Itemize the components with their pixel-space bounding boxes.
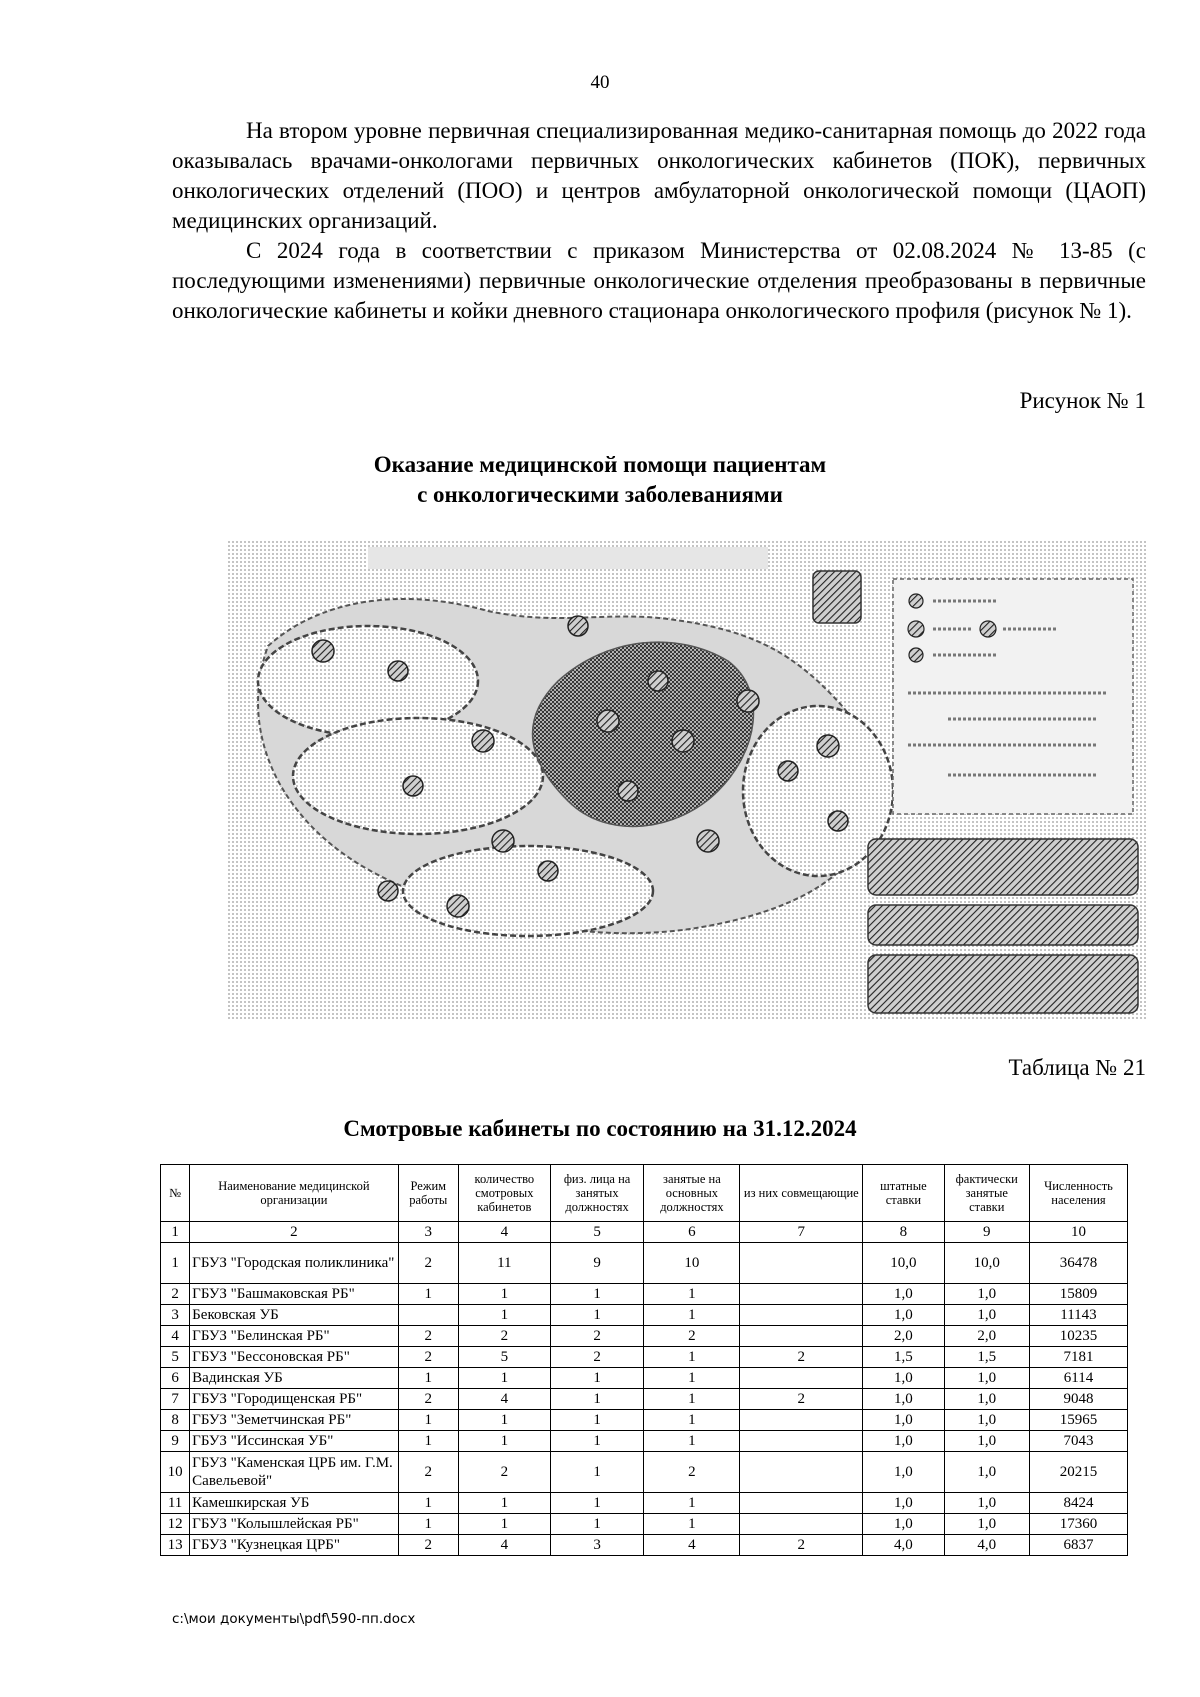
page-number: 40 (590, 72, 610, 93)
table-cell-org-name: ГБУЗ "Кузнецкая ЦРБ" (190, 1535, 398, 1556)
table-cell: 1 (644, 1284, 740, 1305)
table-cell: 2 (459, 1452, 551, 1493)
table-cell-org-name: Бековская УБ (190, 1305, 398, 1326)
table-cell: 9 (550, 1243, 644, 1284)
column-number: 10 (1029, 1222, 1127, 1243)
table-cell: 1 (550, 1493, 644, 1514)
table-cell-org-name: ГБУЗ "Городская поликлиника" (190, 1243, 398, 1284)
table-cell: 6114 (1029, 1368, 1127, 1389)
table-cell: 2,0 (863, 1326, 944, 1347)
table-cell-org-name: ГБУЗ "Белинская РБ" (190, 1326, 398, 1347)
header-staff-rates: штатные ставки (863, 1165, 944, 1222)
table-cell: 2 (398, 1535, 458, 1556)
table-cell: 1,0 (863, 1514, 944, 1535)
table-cell: 8424 (1029, 1493, 1127, 1514)
table-cell: 17360 (1029, 1514, 1127, 1535)
table-cell: 4,0 (944, 1535, 1029, 1556)
table-cell-org-name: ГБУЗ "Бессоновская РБ" (190, 1347, 398, 1368)
table-cell: 2 (398, 1347, 458, 1368)
table-cell: 10,0 (863, 1243, 944, 1284)
table-cell (740, 1514, 863, 1535)
table-cell: 1 (459, 1493, 551, 1514)
table-cell: 2 (398, 1326, 458, 1347)
column-number: 8 (863, 1222, 944, 1243)
table-cell (740, 1410, 863, 1431)
table-cell: 1 (644, 1305, 740, 1326)
table-cell (398, 1305, 458, 1326)
file-path-footer: c:\мои документы\pdf\590-пп.docx (172, 1611, 416, 1627)
header-rooms-count: количество смотровых кабинетов (459, 1165, 551, 1222)
table-cell: 1 (459, 1410, 551, 1431)
table-cell: 1 (550, 1368, 644, 1389)
table-row (161, 1431, 1128, 1452)
table-caption: Таблица № 21 (1008, 1055, 1146, 1080)
table-cell: 1 (459, 1514, 551, 1535)
table-cell: 1 (459, 1284, 551, 1305)
table-cell: 2 (740, 1347, 863, 1368)
table-cell: 11143 (1029, 1305, 1127, 1326)
table-cell: 2 (398, 1452, 458, 1493)
table-cell-org-name: Вадинская УБ (190, 1368, 398, 1389)
table-cell: 1 (398, 1410, 458, 1431)
header-persons: физ. лица на занятых должностях (550, 1165, 644, 1222)
table-cell: 13 (161, 1535, 190, 1556)
table-row (161, 1514, 1128, 1535)
table-row (161, 1347, 1128, 1368)
table-cell: 10 (161, 1452, 190, 1493)
table-cell: 1,0 (863, 1305, 944, 1326)
table-row (161, 1284, 1128, 1305)
table-cell: 1 (550, 1284, 644, 1305)
table-cell: 2 (398, 1243, 458, 1284)
paragraph-1: На втором уровне первичная специализированная медико-санитарная помощь до 2022 года оказывалась врачами-онкологами первичных онкологических кабинетов (ПОК), первичных онкологических отделений (ПОО) и центров амбулаторной онкологической помощи (ЦАОП) медицинских организаций. (172, 118, 1146, 233)
table-row (161, 1535, 1128, 1556)
table-cell-org-name: ГБУЗ "Башмаковская РБ" (190, 1284, 398, 1305)
header-occupied-rates: фактически занятые ставки (944, 1165, 1029, 1222)
table-cell: 1 (644, 1493, 740, 1514)
table-cell: 1 (459, 1368, 551, 1389)
table-header-row (161, 1165, 1128, 1222)
table-cell: 6837 (1029, 1535, 1127, 1556)
body-text (172, 116, 1146, 326)
table-cell: 4 (161, 1326, 190, 1347)
paragraph-2: С 2024 года в соответствии с приказом Министерства от 02.08.2024 № 13-85 (с последующими изменениями) первичные онкологические отделения преобразованы в первичные онкологические кабинеты и койки дневного стационара онкологического профиля (рисунок № 1). (172, 238, 1146, 323)
table-cell: 4 (459, 1535, 551, 1556)
header-population: Численность населения (1029, 1165, 1127, 1222)
table-cell (740, 1452, 863, 1493)
table-cell: 36478 (1029, 1243, 1127, 1284)
table-cell: 6 (161, 1368, 190, 1389)
table-cell (740, 1493, 863, 1514)
table-cell: 10235 (1029, 1326, 1127, 1347)
figure-caption: Рисунок № 1 (1019, 388, 1146, 413)
map-legend (893, 579, 1133, 814)
table-cell: 1,5 (944, 1347, 1029, 1368)
table-cell-org-name: ГБУЗ "Колышлейская РБ" (190, 1514, 398, 1535)
table-cell: 1 (644, 1514, 740, 1535)
table-cell: 1,0 (863, 1431, 944, 1452)
table-cell: 1 (550, 1389, 644, 1410)
table-cell: 1 (550, 1431, 644, 1452)
table-cell: 1,0 (863, 1389, 944, 1410)
table-cell: 3 (550, 1535, 644, 1556)
table-cell: 1 (644, 1410, 740, 1431)
table-cell (740, 1431, 863, 1452)
table-cell: 1 (644, 1431, 740, 1452)
table-cell: 5 (161, 1347, 190, 1368)
table-cell: 2 (740, 1535, 863, 1556)
stat-box-1 (868, 839, 1138, 895)
table-cell: 1 (459, 1305, 551, 1326)
header-org-name: Наименование медицинской организации (190, 1165, 398, 1222)
table-cell: 1,0 (944, 1389, 1029, 1410)
table-cell: 11 (459, 1243, 551, 1284)
table-cell: 1 (644, 1368, 740, 1389)
table-cell: 1,0 (863, 1284, 944, 1305)
table-cell: 1 (398, 1431, 458, 1452)
table-cell: 1,0 (944, 1284, 1029, 1305)
stat-box-3 (868, 955, 1138, 1013)
stat-box-2 (868, 905, 1138, 945)
table-cell: 7181 (1029, 1347, 1127, 1368)
table-cell: 7043 (1029, 1431, 1127, 1452)
table-row (161, 1389, 1128, 1410)
table-cell: 8 (161, 1410, 190, 1431)
table-cell: 15965 (1029, 1410, 1127, 1431)
table-cell: 1 (398, 1493, 458, 1514)
table-cell (740, 1284, 863, 1305)
table-cell: 1,0 (944, 1452, 1029, 1493)
column-number: 6 (644, 1222, 740, 1243)
table-cell: 10,0 (944, 1243, 1029, 1284)
table-cell: 1,0 (944, 1410, 1029, 1431)
table-cell (740, 1368, 863, 1389)
table-cell: 9 (161, 1431, 190, 1452)
table-cell: 1,0 (863, 1410, 944, 1431)
table-cell: 1 (398, 1368, 458, 1389)
table-cell: 1,0 (863, 1493, 944, 1514)
table-cell: 4,0 (863, 1535, 944, 1556)
table-cell-org-name: Камешкирская УБ (190, 1493, 398, 1514)
table-cell: 1 (644, 1347, 740, 1368)
table-cell: 1 (644, 1389, 740, 1410)
table-cell: 1,0 (863, 1452, 944, 1493)
region-map-figure (228, 541, 1146, 1021)
header-num: № (161, 1165, 190, 1222)
table-cell: 1,0 (944, 1431, 1029, 1452)
table-cell (740, 1243, 863, 1284)
table-cell: 2 (644, 1452, 740, 1493)
map-emblem (813, 571, 861, 623)
table-cell: 2 (161, 1284, 190, 1305)
table-cell: 1,0 (944, 1305, 1029, 1326)
table-cell: 5 (459, 1347, 551, 1368)
map-header-band (368, 547, 768, 569)
figure-title (0, 450, 1200, 510)
table-cell: 1 (459, 1431, 551, 1452)
table-cell: 1,0 (863, 1368, 944, 1389)
column-number: 9 (944, 1222, 1029, 1243)
column-number: 1 (161, 1222, 190, 1243)
table-cell: 4 (459, 1389, 551, 1410)
table-cell: 1 (398, 1284, 458, 1305)
table-cell (740, 1305, 863, 1326)
figure-title-line-2: с онкологическими заболеваниями (417, 482, 783, 507)
table-cell: 1,0 (944, 1368, 1029, 1389)
column-number: 3 (398, 1222, 458, 1243)
table-row (161, 1305, 1128, 1326)
column-number-row (161, 1222, 1128, 1243)
table-cell: 10 (644, 1243, 740, 1284)
table-cell: 1 (550, 1514, 644, 1535)
figure-title-line-1: Оказание медицинской помощи пациентам (373, 452, 827, 477)
table-cell-org-name: ГБУЗ "Земетчинская РБ" (190, 1410, 398, 1431)
table-row (161, 1452, 1128, 1493)
table-cell: 1,5 (863, 1347, 944, 1368)
table-cell: 1 (398, 1514, 458, 1535)
table-cell: 1 (161, 1243, 190, 1284)
table-row (161, 1243, 1128, 1284)
table-cell: 1,0 (944, 1493, 1029, 1514)
table-cell: 2 (740, 1389, 863, 1410)
table-cell: 15809 (1029, 1284, 1127, 1305)
table-cell: 2 (550, 1347, 644, 1368)
header-main-positions: занятые на основных должностях (644, 1165, 740, 1222)
header-work-mode: Режим работы (398, 1165, 458, 1222)
table-cell: 4 (644, 1535, 740, 1556)
table-cell: 1 (550, 1410, 644, 1431)
table-cell: 12 (161, 1514, 190, 1535)
table-cell (740, 1326, 863, 1347)
header-part-time: из них совмещающие (740, 1165, 863, 1222)
column-number: 4 (459, 1222, 551, 1243)
table-cell: 7 (161, 1389, 190, 1410)
table-cell-org-name: ГБУЗ "Городищенская РБ" (190, 1389, 398, 1410)
table-cell: 11 (161, 1493, 190, 1514)
table-row (161, 1326, 1128, 1347)
table-cell: 2 (644, 1326, 740, 1347)
zone-west (293, 718, 543, 834)
table-cell-org-name: ГБУЗ "Иссинская УБ" (190, 1431, 398, 1452)
table-cell-org-name: ГБУЗ "Каменская ЦРБ им. Г.М. Савельевой" (190, 1452, 398, 1493)
table-cell: 1,0 (944, 1514, 1029, 1535)
table-row (161, 1410, 1128, 1431)
table-cell: 2,0 (944, 1326, 1029, 1347)
table-row (161, 1368, 1128, 1389)
table-cell: 2 (459, 1326, 551, 1347)
column-number: 7 (740, 1222, 863, 1243)
zone-south (403, 846, 653, 936)
table-cell: 20215 (1029, 1452, 1127, 1493)
table-cell: 1 (550, 1305, 644, 1326)
column-number: 5 (550, 1222, 644, 1243)
table-cell: 1 (550, 1452, 644, 1493)
table-cell: 2 (398, 1389, 458, 1410)
table-cell: 2 (550, 1326, 644, 1347)
table-cell: 3 (161, 1305, 190, 1326)
exam-rooms-table (160, 1164, 1128, 1556)
table-title: Смотровые кабинеты по состоянию на 31.12.2024 (343, 1116, 857, 1141)
table-cell: 9048 (1029, 1389, 1127, 1410)
column-number: 2 (190, 1222, 398, 1243)
table-row (161, 1493, 1128, 1514)
